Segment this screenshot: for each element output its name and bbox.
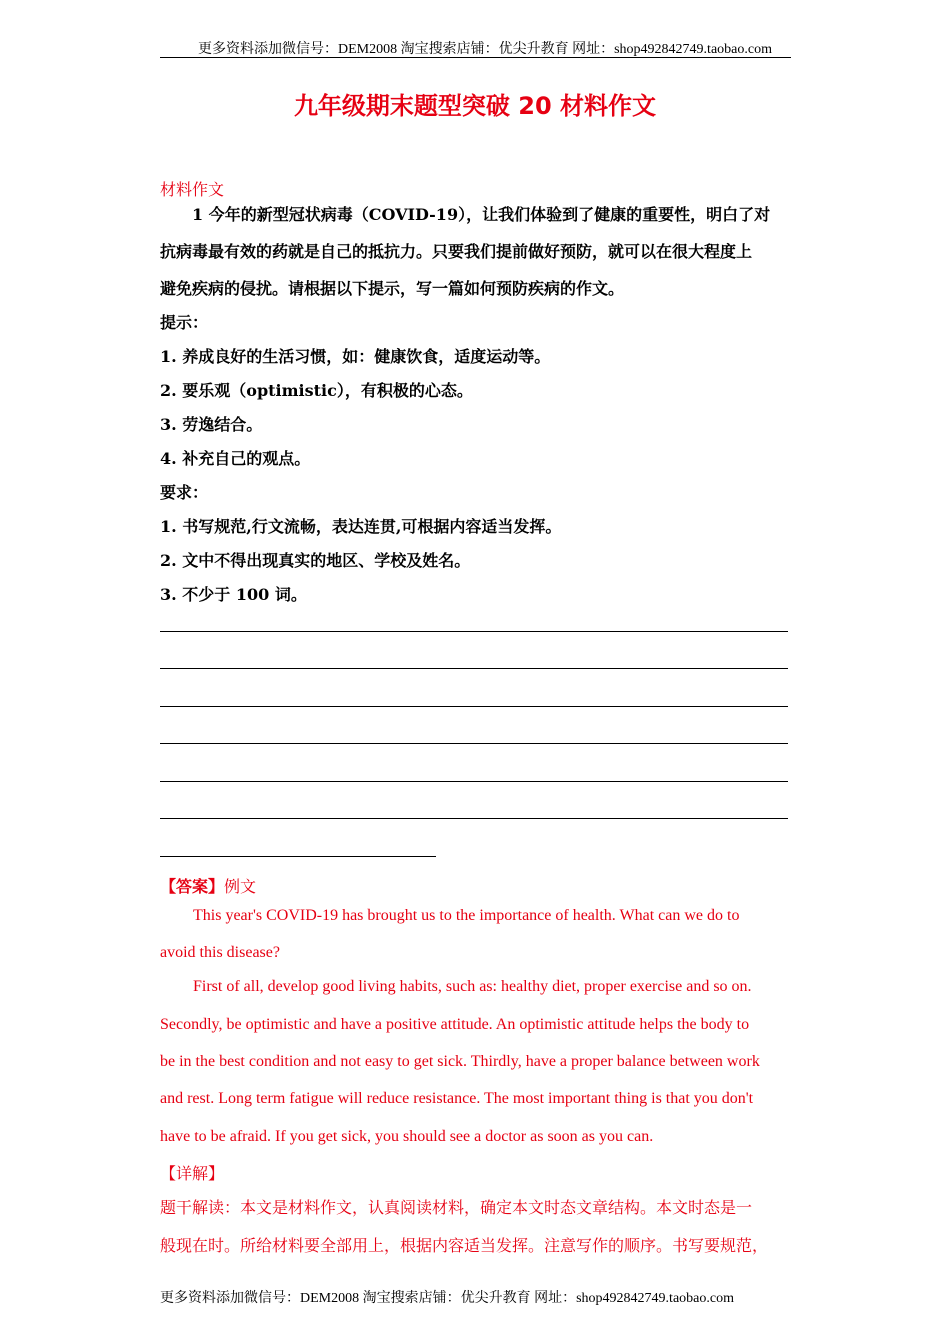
writing-line [160, 631, 788, 632]
writing-line [160, 743, 788, 744]
header-divider [160, 57, 791, 58]
explanation-tag: 【详解】 [160, 1164, 225, 1183]
writing-line [160, 706, 788, 707]
answer-line: Secondly, be optimistic and have a positive attitude. An optimistic attitude helps the body to [160, 1016, 750, 1033]
writing-line [160, 781, 788, 782]
question-line: 避免疾病的侵扰。请根据以下提示，写一篇如何预防疾病的作文。 [160, 279, 625, 298]
answer-line: be in the best condition and not easy to get sick. Thirdly, have a proper balance between work [160, 1053, 760, 1070]
page-footer: 更多资料添加微信号：DEM2008 淘宝搜索店铺：优尖升教育 网址：shop492842749.taobao.com [160, 1291, 734, 1306]
answer-line: This year's COVID-19 has brought us to the importance of health. What can we do to [193, 907, 740, 924]
answer-heading [160, 874, 256, 897]
hints-label: 提示： [160, 313, 209, 332]
page-header: 更多资料添加微信号：DEM2008 淘宝搜索店铺：优尖升教育 网址：shop492842749.taobao.com [198, 42, 772, 57]
requirement-item: 1. 书写规范,行文流畅，表达连贯,可根据内容适当发挥。 [160, 517, 562, 536]
explanation-line: 般现在时。所给材料要全部用上，根据内容适当发挥。注意写作的顺序。书写要规范， [160, 1236, 769, 1255]
answer-tag: 【答案】 [160, 877, 225, 896]
section-label: 材料作文 [160, 180, 225, 199]
answer-line: avoid this disease? [160, 944, 280, 961]
requirement-item: 2. 文中不得出现真实的地区、学校及姓名。 [160, 551, 471, 570]
hint-item: 3. 劳逸结合。 [160, 415, 263, 434]
hint-item: 2. 要乐观（optimistic），有积极的心态。 [160, 381, 473, 400]
writing-line [160, 856, 436, 857]
question-line: 抗病毒最有效的药就是自己的抵抗力。只要我们提前做好预防，就可以在很大程度上 [160, 242, 753, 261]
hint-item: 4. 补充自己的观点。 [160, 449, 311, 468]
answer-line: have to be afraid. If you get sick, you should see a doctor as soon as you can. [160, 1128, 654, 1145]
answer-line: and rest. Long term fatigue will reduce resistance. The most important thing is that you don't [160, 1090, 754, 1107]
requirements-label: 要求： [160, 483, 209, 502]
question-line: 1 今年的新型冠状病毒（COVID-19），让我们体验到了健康的重要性，明白了对 [192, 205, 771, 224]
hint-item: 1. 养成良好的生活习惯，如：健康饮食，适度运动等。 [160, 347, 551, 366]
answer-line: First of all, develop good living habits, such as: healthy diet, proper exercise and so on. [193, 978, 752, 995]
explanation-line: 题干解读：本文是材料作文，认真阅读材料，确定本文时态文章结构。本文时态是一 [160, 1198, 753, 1217]
writing-line [160, 668, 788, 669]
writing-line [160, 818, 788, 819]
answer-label: 例文 [224, 877, 257, 896]
requirement-item: 3. 不少于 100 词。 [160, 585, 307, 604]
page-title: 九年级期末题型突破 20 材料作文 [293, 92, 657, 120]
